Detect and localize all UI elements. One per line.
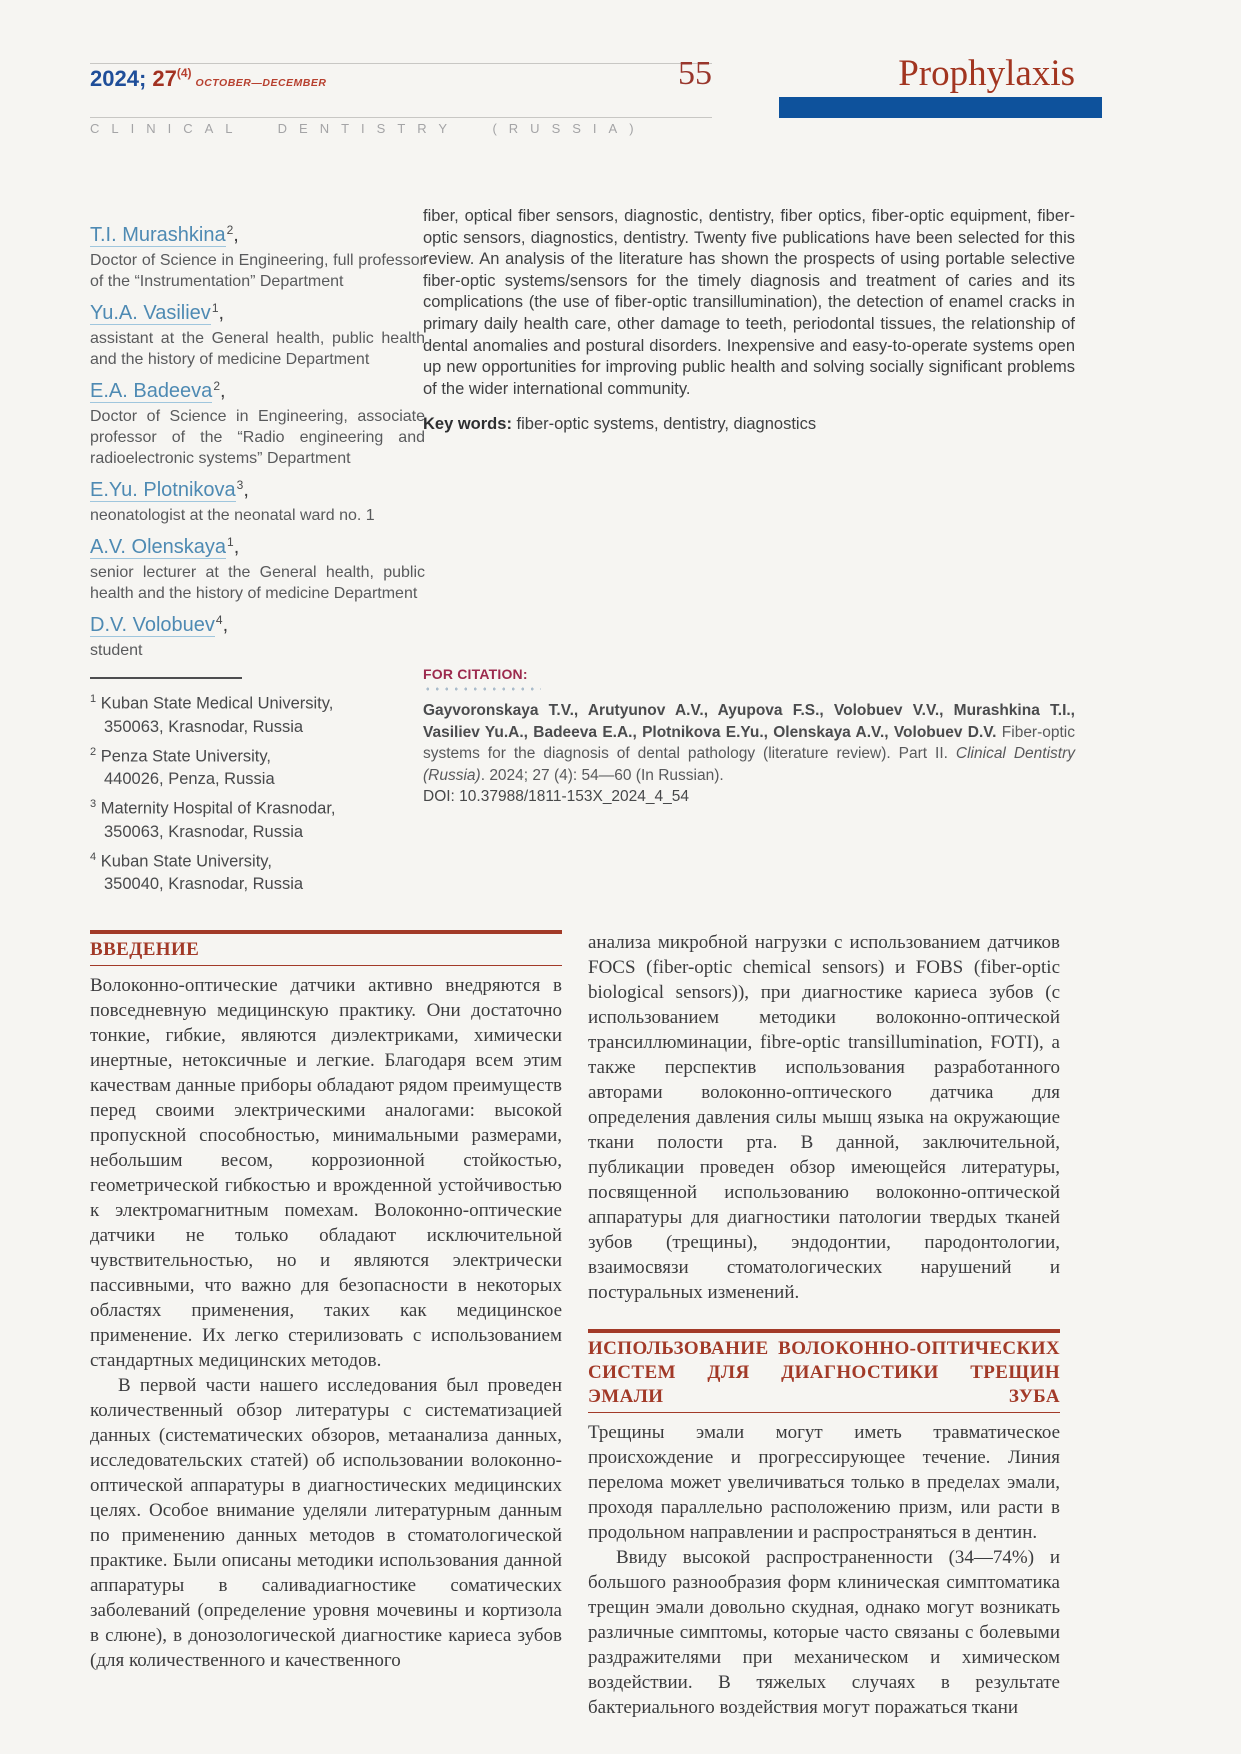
issue-line (90, 66, 326, 92)
citation-block (423, 666, 1075, 808)
issue-volume: 27 (146, 66, 177, 91)
affiliation-sup: 3 (90, 798, 97, 810)
affiliation-sup: 4 (90, 850, 97, 863)
affiliation-org: Kuban State University, (100, 852, 272, 870)
author-affiliation-sup: 2 (213, 379, 220, 393)
author-affiliation-sup: 1 (227, 535, 234, 549)
author-name-line (90, 612, 425, 638)
abstract-column (423, 206, 1075, 434)
affiliation-sup: 1 (90, 693, 97, 705)
author-name-link[interactable]: D.V. Volobuev (90, 614, 215, 636)
keywords-text: fiber-optic systems, dentistry, diagnostics (511, 415, 817, 434)
author-name-line (90, 534, 425, 560)
author-role: Doctor of Science in Engineering, full professor of the “Instrumentation” Department (90, 252, 425, 290)
keywords-label: Key words: (423, 415, 512, 434)
author-name-link[interactable]: Yu.A. Vasiliev (90, 302, 211, 324)
author-name-link[interactable]: E.A. Badeeva (90, 380, 213, 402)
affiliation-item (90, 793, 425, 844)
affiliations-divider (90, 677, 242, 679)
author-affiliation-sup: 2 (226, 223, 234, 237)
author-entry (90, 612, 425, 661)
citation-doi: DOI: 10.37988/1811-153X_2024_4_54 (423, 788, 690, 805)
intro-heading: ВВЕДЕНИЕ (90, 938, 200, 960)
citation-dotted-rule (423, 687, 541, 691)
section-2-heading-line-2: СИСТЕМ ДЛЯ ДИАГНОСТИКИ ТРЕЩИН ЭМАЛИ ЗУБА (588, 1361, 1060, 1407)
name-comma: , (233, 536, 240, 558)
author-entry (90, 222, 425, 292)
affiliation-sup: 2 (90, 745, 97, 758)
affiliation-address: 440026, Penza, Russia (104, 770, 275, 788)
citation-text (423, 700, 1075, 786)
name-comma: , (243, 479, 249, 501)
citation-tail: . 2024; 27 (4): 54—60 (In Russian). (480, 766, 724, 784)
author-role: Doctor of Science in Engineering, associate professor of the “Radio engineering and radioelectronic systems” Department (90, 408, 425, 467)
author-name-link[interactable]: A.V. Olenskaya (90, 536, 227, 558)
intro-paragraph-1: Волоконно-оптические датчики активно внедряются в повседневную медицинскую практику. Они достаточно тонкие, гибкие, являются диэлектриками, химически инертные, нетоксичные и легкие. Благодаря всем этим качествам данные приборы обладают рядом преимуществ перед своими электрическими аналогами: высокой пропускной способностью, минимальными размерами, небольшим весом, коррозионной стойкостью, геометрической гибкостью и врожденной устойчивостью к электромагнитным помехам. Волоконно-оптические датчики не только обладают исключительной чувствительностью, но и являются электрически пассивными, что важно для безопасности в некоторых областях применения, таких как медицинское применение. Их легко стерилизовать с использованием стандартных медицинских методов. (90, 975, 562, 1371)
for-citation-label: FOR CITATION: (423, 666, 528, 682)
affiliation-address: 350063, Krasnodar, Russia (104, 717, 304, 736)
name-comma: , (220, 380, 226, 402)
author-role: assistant at the General health, public health and the history of medicine Department (90, 330, 425, 368)
affiliation-item (90, 688, 425, 739)
author-role: neonatologist at the neonatal ward no. 1 (90, 507, 375, 524)
header-top-rule (90, 63, 712, 64)
authors-column (90, 222, 425, 898)
author-entry (90, 378, 425, 469)
name-comma: , (233, 224, 239, 246)
author-name-line (90, 378, 425, 404)
header-mid-rule (90, 117, 712, 118)
page-number: 55 (678, 55, 712, 92)
citation-title: Fiber-optic systems for the diagnosis of dental pathology (literature review). Part II. (423, 723, 1075, 762)
section-2-heading-line-1: ИСПОЛЬЗОВАНИЕ ВОЛОКОННО-ОПТИЧЕСКИХ (588, 1337, 1060, 1359)
affiliation-org: Maternity Hospital of Krasnodar, (100, 799, 336, 818)
author-name-link[interactable]: E.Yu. Plotnikova (90, 479, 236, 501)
section-2-paragraph-2: Ввиду высокой распространенности (34—74%) и большого разнообразия форм клиническая симптоматика трещин эмали довольно скудная, однако могут возникать различные симптомы, которые часто связаны с болевыми раздражителями при механическом и химическом воздействии. В тяжелых случаях в результате бактериального воздействия могут поражаться ткани (588, 1547, 1060, 1718)
body-right-column (588, 930, 1060, 1720)
affiliation-org: Penza State University, (100, 747, 271, 765)
affiliation-address: 350040, Krasnodar, Russia (104, 875, 304, 893)
citation-authors: Gayvoronskaya T.V., Arutyunov A.V., Ayupova F.S., Volobuev V.V., Murashkina T.I., Vasiliev Yu.A., Badeeva E.A., Plotnikova E.Yu., Olenskaya A.V., Volobuev D.V. (423, 702, 1075, 741)
keywords-line (423, 415, 1075, 434)
section-accent-bar (779, 97, 1102, 118)
section-rule-thin (90, 965, 562, 967)
author-affiliation-sup: 3 (236, 478, 244, 492)
issue-months: OCTOBER—DECEMBER (195, 77, 327, 89)
author-affiliation-sup: 4 (215, 613, 223, 627)
section-2-paragraph-1: Трещины эмали могут иметь травматическое происхождение и прогрессирующее течение. Линия перелома может увеличиваться только в пределах эмали, проходя параллельно расположению призм, или расти в продольном направлении и распространяться в дентин. (588, 1422, 1060, 1543)
section-2 (588, 1329, 1060, 1720)
citation-journal: Clinical Dentistry (Russia) (423, 745, 1075, 784)
issue-year: 2024; (90, 66, 147, 91)
affiliation-address: 350063, Krasnodar, Russia (104, 822, 304, 841)
section-rule-thin (588, 1412, 1060, 1414)
author-role: student (90, 642, 143, 659)
journal-masthead: CLINICAL DENTISTRY (RUSSIA) (90, 121, 646, 136)
issue-number-sup: (4) (176, 66, 192, 80)
author-name-link[interactable]: T.I. Murashkina (90, 224, 226, 246)
name-comma: , (218, 302, 225, 324)
intro-paragraph-2: В первой части нашего исследования был проведен количественный обзор литературы с систематизацией данных (систематических обзоров, метаанализа данных, исследовательских статей) об использовании волоконно-оптической аппаратуры в диагностических медицинских целях. Особое внимание уделяли литературным данным по применению данных методов в стоматологической практике. Были описаны методики использования данной аппаратуры в саливадиагностике соматических заболеваний (определение уровня мочевины и кортизола в слюне), в донозологической диагностике кариеса зубов (для количественного и качественного (90, 1375, 562, 1671)
affiliation-item (90, 741, 425, 792)
affiliation-item (90, 846, 425, 897)
author-role: senior lecturer at the General health, public health and the history of medicine Department (90, 564, 425, 602)
journal-section-label: Prophylaxis (898, 53, 1075, 94)
intro-paragraph-2-continuation: анализа микробной нагрузки с использованием датчиков FOCS (fiber-optic chemical sensors) и FOBS (fiber-optic biological sensors)), при диагностике кариеса зубов (с использованием методики волоконно-оптической трансиллюминации, fibre-optic transillumination, FOTI), а также перспектив использования разработанного авторами волоконно-оптического датчика для определения давления силы мышц языка на окружающие ткани полости рта. В данной, заключительной, публикации проведен обзор имеющейся литературы, посвященной использованию волоконно-оптической аппаратуры для диагностики патологии твердых тканей зубов (трещины), эндодонтии, пародонтологии, взаимосвязи стоматологических нарушений и постуральных изменений. (588, 932, 1060, 1303)
author-entry (90, 300, 425, 370)
name-comma: , (222, 614, 229, 636)
author-name-line (90, 300, 425, 326)
affiliation-org: Kuban State Medical University, (100, 694, 334, 713)
body-left-column (90, 930, 562, 1673)
author-name-line (90, 477, 425, 503)
author-name-line (90, 222, 425, 248)
abstract-continuation: fiber, optical fiber sensors, diagnostic, dentistry, fiber optics, fiber-optic equipment, fiber-optic sensors, diagnostics, dentistry. Twenty five publications have been selected for this review. An analysis of the literature has shown the prospects of using portable selective fiber-optic systems/sensors for the timely diagnosis and treatment of caries and its complications (the use of fiber-optic transillumination), the detection of enamel cracks in primary daily health care, other damage to teeth, periodontal tissues, the relationship of dental anomalies and postural disorders. Inexpensive and easy-to-operate systems open up new opportunities for improving public health and solving socially significant problems of the wider international community. (423, 207, 1075, 398)
author-affiliation-sup: 1 (211, 301, 219, 315)
author-entry (90, 534, 425, 604)
author-entry (90, 477, 425, 526)
